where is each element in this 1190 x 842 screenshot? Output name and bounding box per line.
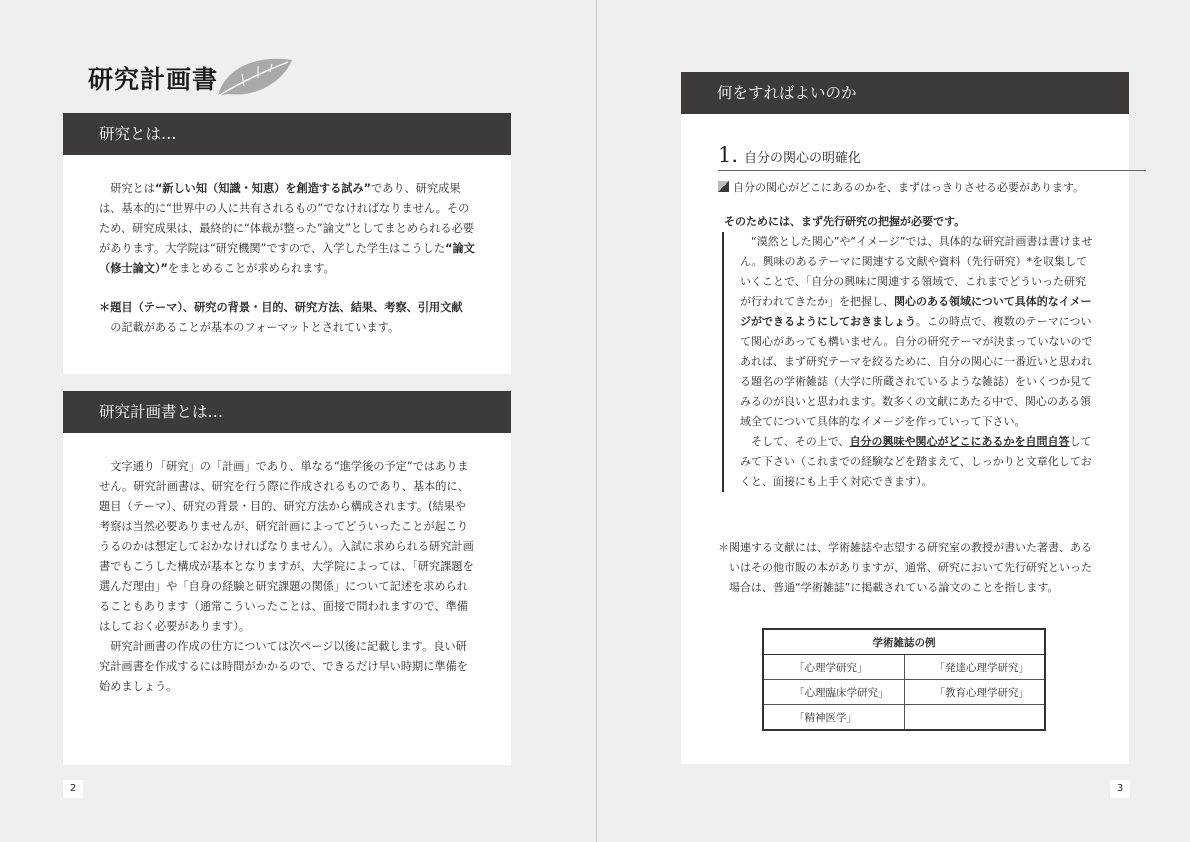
text-span: してみて下さい（これまでの経験などを踏まえて、しっかりと文章化しておくと、面接にも上手く対応できます）。 (740, 435, 1092, 488)
table-cell: 「心理学研究」 (763, 655, 904, 680)
plan-paragraph-1: 文字通り「研究」の「計画」であり、単なる“進学後の予定”ではありません。研究計画書は、研究を行う際に作成されるものであり、基本的に、題目（テーマ）、研究の背景・目的、研究方法から構成されます。(結果や考察は当然必要ありませんが、研究計画によってどういったことが起こりうるのかは想定しておかなければなりません）。入試に求められる研究計画書でもこうした構成が基本となりますが、大学院によっては、「研究課題を選んだ理由」や「自身の経験と研究課題の関係」について記述を求められることもあります（通常こういったことは、面接で問われますので、準備はしておく必要があります）。 (99, 460, 474, 633)
table-header: 学術雑誌の例 (763, 629, 1045, 655)
explanation-block (722, 232, 1096, 492)
leaf-icon (214, 50, 296, 102)
journal-examples-table (762, 628, 1046, 731)
emphasis-text: 関心のある領域について具体的なイメージができるようにしておきましょう (740, 295, 1092, 328)
table-row (763, 655, 1045, 680)
what-to-do-heading: 何をすればよいのか (681, 72, 1129, 114)
square-bullet-icon (718, 181, 729, 192)
research-card (63, 113, 511, 374)
table-cell: 「精神医学」 (763, 705, 904, 731)
text-span: をまとめることが求められます。 (167, 262, 335, 275)
page-number: 3 (1110, 780, 1130, 798)
explanation-paragraph-2 (740, 432, 1096, 492)
table-cell (904, 705, 1045, 731)
table-row (763, 680, 1045, 705)
section-title: 自分の関心の明確化 (744, 151, 862, 166)
lead-text (718, 180, 1138, 196)
section-heading (718, 143, 1146, 171)
text-span: 研究とは (110, 182, 155, 195)
research-card-heading: 研究とは… (63, 113, 511, 155)
page-title: 研究計画書 (88, 65, 219, 94)
table-cell: 「教育心理学研究」 (904, 680, 1045, 705)
underlined-text: 自分の興味や関心がどこにあるかを自問自答 (849, 435, 1070, 448)
plan-paragraph-2: 研究計画書の作成の仕方については次ページ以後に記載します。良い研究計画書を作成するには時間がかかるので、できるだけ早い時期に準備を始めましょう。 (99, 640, 468, 693)
text-span: であり、研究成果は、基本的に“世界中の人に共有されるもの”でなければなりません。そのため、研究成果は、最終的に“体裁が整った”論文”としてまとめられる必要があります。大学院は“研究機関”ですので、入学した学生はこうした (99, 182, 474, 255)
explanation-paragraph-1 (740, 232, 1096, 432)
research-paragraph (99, 179, 475, 279)
text-span: 。この時点で、複数のテーマについて関心があっても構いません。自分の研究テーマが決まっていないのであれば、まず研究テーマを絞るために、自分の関心に一番近いと思われる題名の学術雑誌（大学に所蔵されているような雑誌）をいくつか見てみるのが良いと思われます。数多くの文献にあたる中で、関心のある領域全てについて具体的なイメージを作っていって下さい。 (740, 315, 1093, 428)
text-span: そして、その上で、 (751, 435, 850, 448)
footnote (718, 538, 1098, 598)
table-row (763, 705, 1045, 731)
section-number: 1. (718, 143, 739, 167)
plan-card (63, 391, 511, 765)
plan-card-heading: 研究計画書とは… (63, 391, 511, 433)
table-cell: 「心理臨床学研究」 (763, 680, 904, 705)
page-number: 2 (63, 780, 83, 798)
lead-bold-text: そのためには、まず先行研究の把握が必要です。 (724, 215, 966, 228)
table-cell: 「発達心理学研究」 (904, 655, 1045, 680)
text-span: 自分の関心がどこにあるのかを、まずはっきりさせる必要があります。 (733, 181, 1085, 194)
emphasis-text: ＊題目（テーマ）、研究の背景・目的、研究方法、結果、考察、引用文献 (99, 301, 463, 314)
format-note (99, 298, 475, 338)
emphasis-text: “新しい知（知識・知恵）を創造する試み” (154, 182, 372, 195)
footnote-text: ＊関連する文献には、学術雑誌や志望する研究室の教授が書いた著書、あるいはその他市販の本がありますが、通常、研究において先行研究といった場合は、普通“学術雑誌”に掲載されている論文のことを指します。 (718, 541, 1092, 594)
text-span: “漠然とした関心”や“イメージ”では、具体的な研究計画書は書けません。興味のあるテーマに関連する文献や資料（先行研究）*を収集していくことで、「自分の興味に関連する領域で、これまでどういった研究が行われてきたか」を把握し、 (740, 235, 1093, 308)
emphasis-text: “論文（修士論文）” (99, 242, 475, 275)
text-span: の記載があることが基本のフォーマットとされています。 (110, 321, 400, 334)
